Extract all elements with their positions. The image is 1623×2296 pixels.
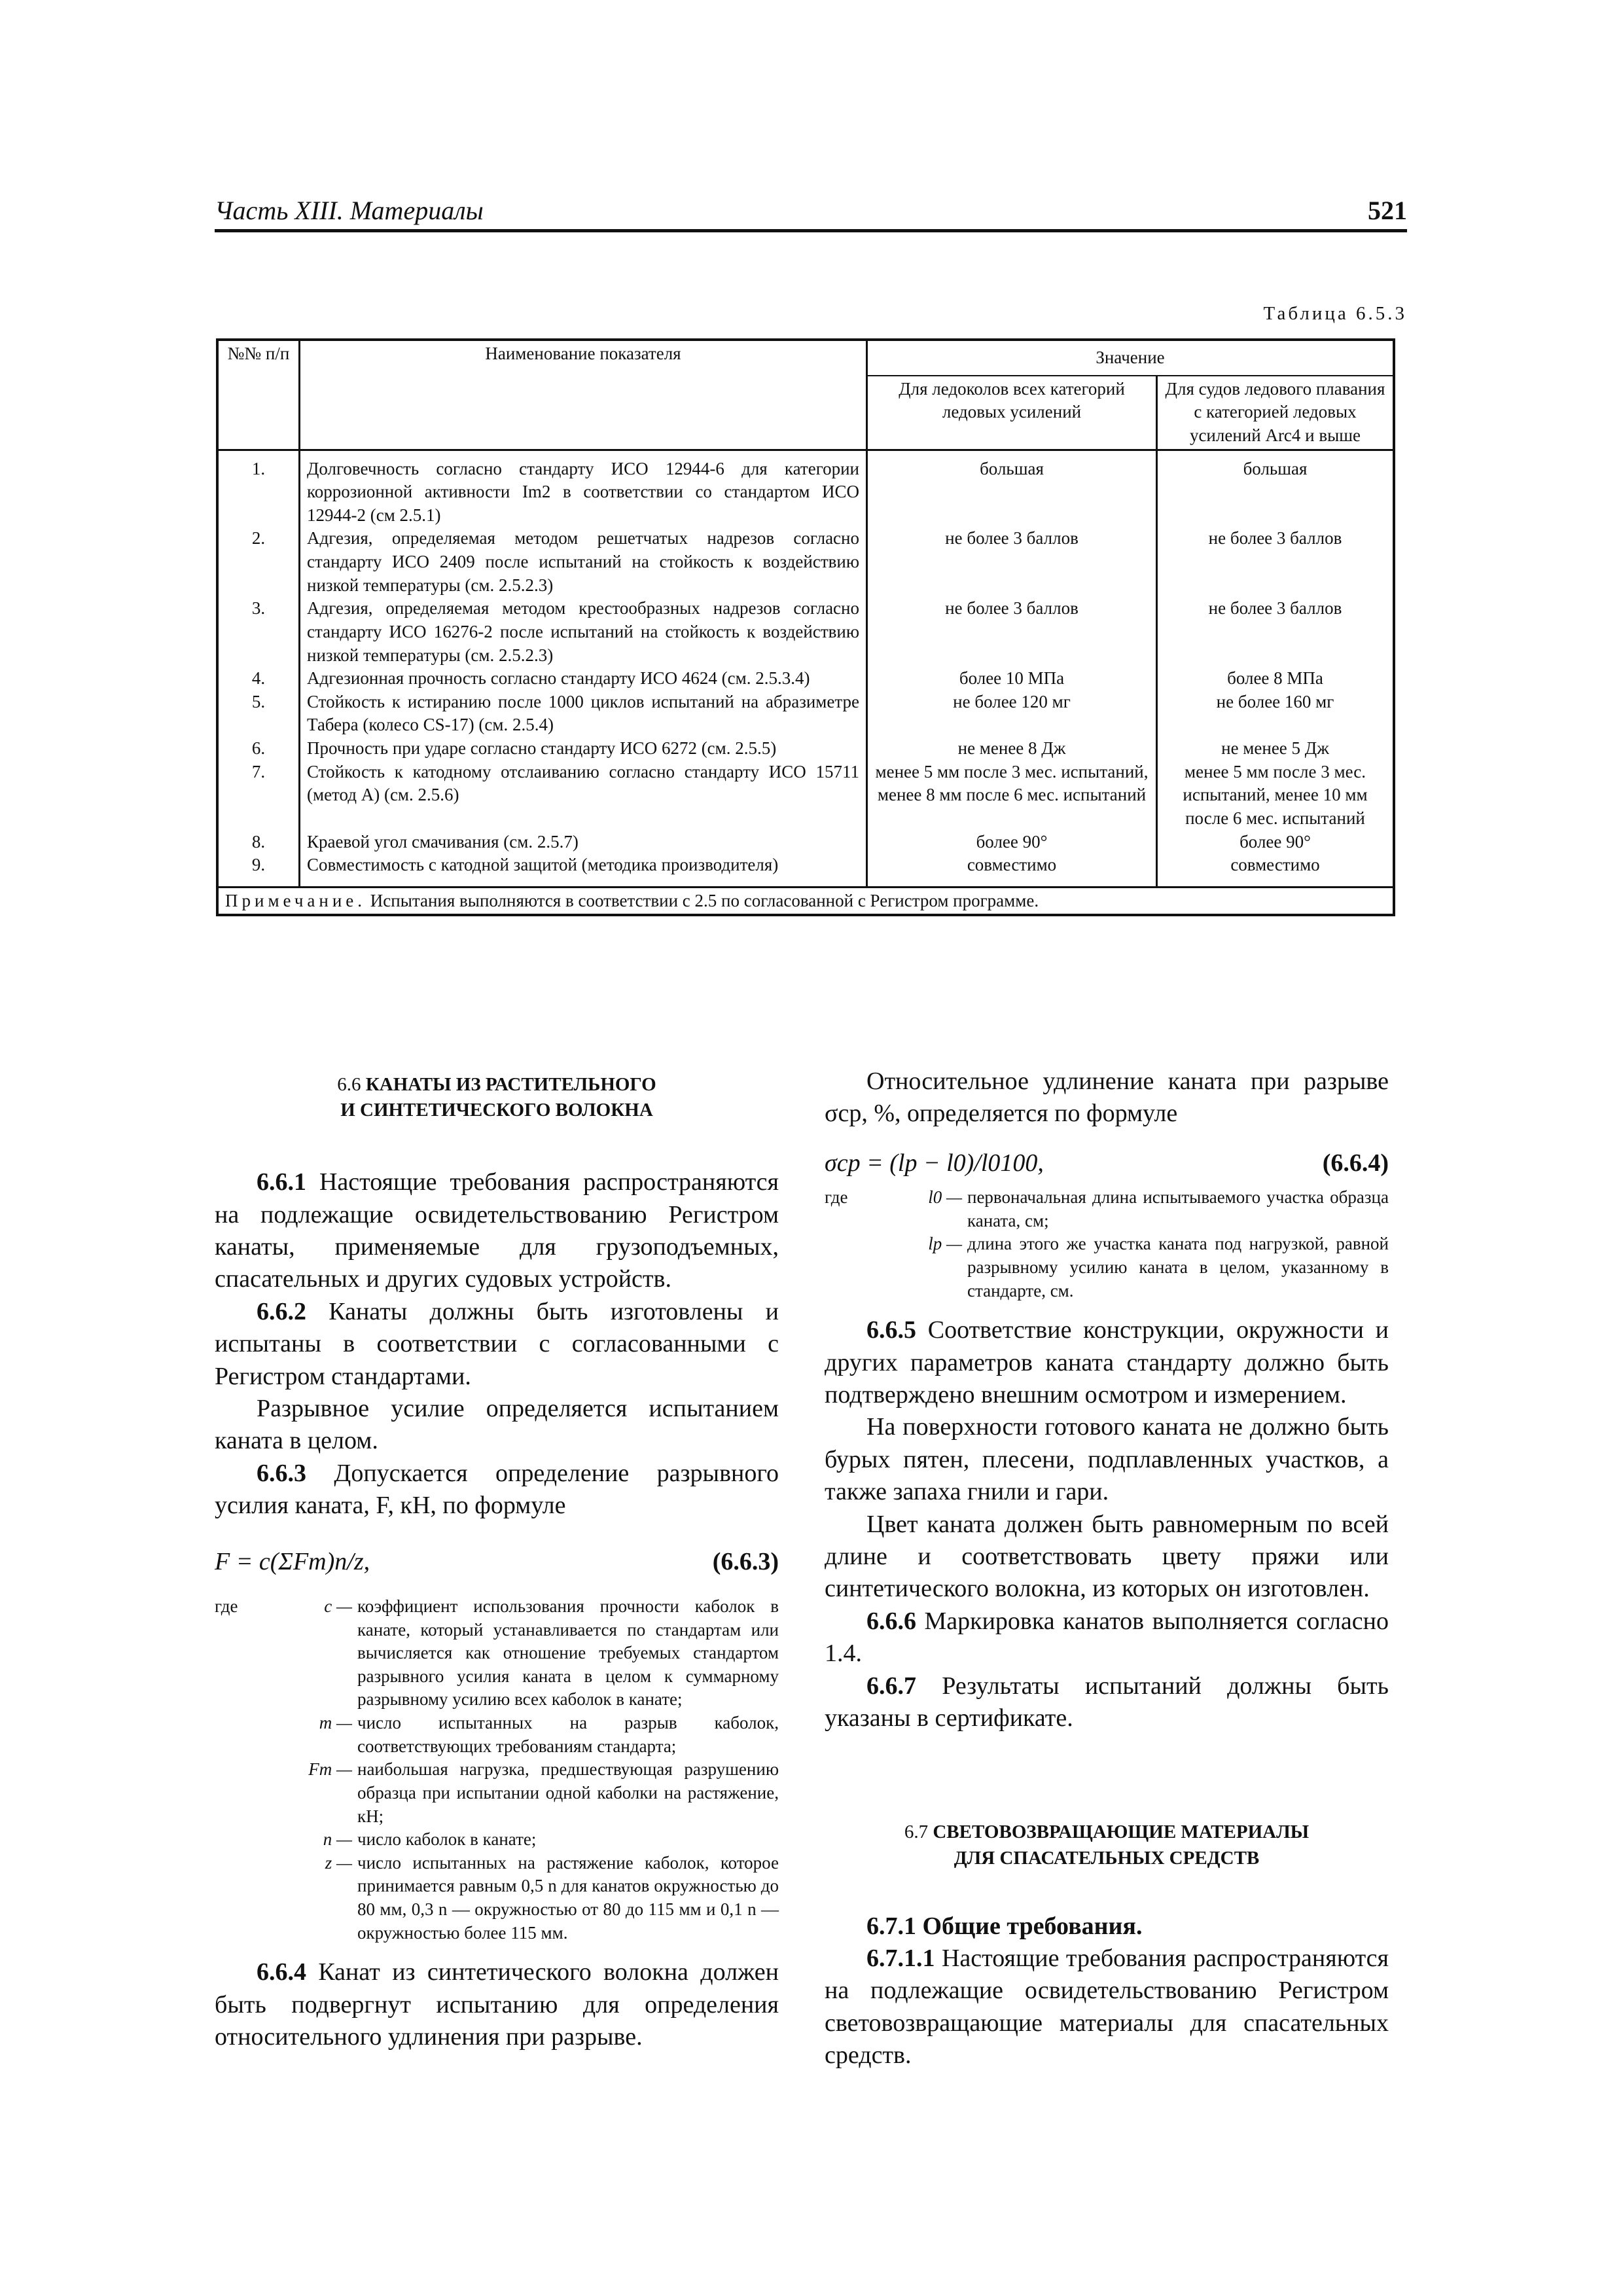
header-icebreakers: Для ледоколов всех категорий ледовых усилений	[867, 376, 1157, 450]
row-value-icebreakers: не менее 8 Дж	[867, 737, 1157, 761]
row-value-icebreakers: более 10 МПа	[867, 667, 1157, 691]
row-number: 9.	[217, 853, 300, 887]
paragraph-6-6-6: 6.6.6 Маркировка канатов выполняется согласно 1.4.	[825, 1607, 1389, 1668]
running-header-title: Часть XIII. Материалы	[215, 196, 484, 225]
definition-text: коэффициент использования прочности каболок в канате, который устанавливается по стандартам или вычисляется как отношение требуемых стандартом разрывного усилия каната в целом к суммарному разрывному усилию всех каболок в канате;	[357, 1596, 779, 1710]
definition-text: число испытанных на разрыв каболок, соответствующих требованиям стандарта;	[357, 1713, 779, 1756]
header-value: Значение	[867, 340, 1395, 376]
where-label: где	[215, 1596, 238, 1616]
definition-item	[215, 1595, 779, 1712]
definition-text: число испытанных на растяжение каболок, которое принимается равным 0,5 n для канатов окружностью до 80 мм, 0,3 n — окружностью от 80 до 115 мм и 0,1 n — окружностью более 115 мм.	[357, 1852, 779, 1943]
paragraph-6-6-3: 6.6.3 Допускается определение разрывного усилия каната, F, кН, по формуле	[215, 1459, 779, 1520]
table-row	[217, 761, 1394, 831]
table-row	[217, 527, 1394, 597]
definition-item	[215, 1852, 779, 1945]
paragraph-6-6-5: 6.6.5 Соответствие конструкции, окружности и других параметров каната стандарту должно быть подтверждено внешним осмотром и измерением.	[825, 1316, 1389, 1409]
row-number: 1.	[217, 450, 300, 527]
formula-6-6-3: F = c(ΣFm)n/z, (6.6.3)	[215, 1547, 779, 1575]
paragraph-elongation: Относительное удлинение каната при разрыве σср, %, определяется по формуле	[825, 1067, 1389, 1128]
row-number: 7.	[217, 761, 300, 831]
paragraph-6-6-2: 6.6.2 Канаты должны быть изготовлены и испытаны в соответствии с согласованными с Регистром стандартами.	[215, 1297, 779, 1390]
row-number: 3.	[217, 597, 300, 667]
formula-6-6-4: σср = (lр − l0)/l0100, (6.6.4)	[825, 1149, 1389, 1177]
definition-text: наибольшая нагрузка, предшествующая разрушению образца при испытании одной каболки на растяжение, кН;	[357, 1759, 779, 1826]
row-value-icebreakers: большая	[867, 450, 1157, 527]
table-row	[217, 667, 1394, 691]
definition-item	[215, 1758, 779, 1828]
table-row	[217, 597, 1394, 667]
row-value-ice-class: совместимо	[1157, 853, 1395, 887]
paragraph-breaking-force: Разрывное усилие определяется испытанием каната в целом.	[215, 1395, 779, 1455]
paragraph-surface: На поверхности готового каната не должно быть бурых пятен, плесени, подплавленных участков, а также запаха гнили и гари.	[825, 1413, 1389, 1506]
definition-text: первоначальная длина испытываемого участка образца каната, см;	[967, 1187, 1389, 1230]
definition-symbol: c —	[324, 1596, 352, 1616]
header-ice-class: Для судов ледового плавания с категорией ледовых усилений Arc4 и выше	[1157, 376, 1395, 450]
table-row	[217, 450, 1394, 527]
table-body	[217, 450, 1394, 887]
table-note	[217, 887, 1394, 915]
note-text: Испытания выполняются в соответствии с 2.5 по согласованной с Регистром программе.	[370, 890, 1039, 910]
paragraph-6-6-4: 6.6.4 Канат из синтетического волокна должен быть подвергнут испытанию для определения относительного удлинения при разрыве.	[215, 1958, 779, 2051]
row-value-ice-class: более 90°	[1240, 831, 1311, 852]
row-value-ice-class: не более 160 мг	[1216, 691, 1334, 711]
paragraph-6-6-1: 6.6.1 Настоящие требования распространяются на подлежащие освидетельствованию Регистром канаты, применяемые для грузоподъемных, спасательных и других судовых устройств.	[215, 1168, 779, 1293]
definition-text: число каболок в канате;	[357, 1829, 537, 1850]
paragraph-6-7-1-1: 6.7.1.1 Настоящие требования распространяются на подлежащие освидетельствованию Регистром световозвращающие материалы для спасательных средств.	[825, 1945, 1389, 2070]
row-indicator: Совместимость с катодной защитой (методика производителя)	[300, 853, 867, 887]
row-indicator: Долговечность согласно стандарту ИСО 12944-6 для категории коррозионной активности Im2 в соответствии со стандартом ИСО 12944-2 (см 2.5.1)	[300, 450, 867, 527]
row-value-icebreakers: не более 3 баллов	[867, 597, 1157, 667]
definition-symbol: n —	[323, 1829, 352, 1850]
row-value-ice-class: большая	[1243, 458, 1308, 478]
row-value-ice-class: менее 5 мм после 3 мес. испытаний, менее 10 мм после 6 мес. испытаний	[1183, 761, 1368, 828]
section-6-7-title: 6.7 СВЕТОВОЗВРАЩАЮЩИЕ МАТЕРИАЛЫ ДЛЯ СПАСАТЕЛЬНЫХ СРЕДСТВ	[904, 1821, 1310, 1869]
header-name: Наименование показателя	[300, 340, 867, 450]
table-caption: Таблица 6.5.3	[1263, 303, 1407, 324]
definition-item	[825, 1186, 1389, 1232]
definition-symbol: z —	[325, 1852, 352, 1873]
row-number: 8.	[217, 831, 300, 854]
table-row	[217, 831, 1394, 854]
row-value-ice-class: не более 3 баллов	[1208, 528, 1342, 548]
right-column	[825, 1066, 1389, 2072]
row-value-icebreakers: совместимо	[867, 853, 1157, 887]
row-value-icebreakers: более 90°	[867, 831, 1157, 854]
where-label: где	[825, 1187, 848, 1208]
table-row	[217, 853, 1394, 887]
properties-table	[216, 338, 1395, 916]
row-indicator: Адгезия, определяемая методом решетчатых надрезов согласно стандарту ИСО 2409 после испытаний на стойкость к воздействию низкой температуры (см. 2.5.2.3)	[300, 527, 867, 597]
row-value-icebreakers: не более 3 баллов	[867, 527, 1157, 597]
row-indicator: Стойкость к катодному отслаиванию согласно стандарту ИСО 15711 (метод А) (см. 2.5.6)	[300, 761, 867, 831]
left-column	[215, 1066, 779, 2054]
row-number: 2.	[217, 527, 300, 597]
table-row	[217, 691, 1394, 737]
row-value-ice-class: не менее 5 Дж	[1221, 738, 1329, 758]
row-number: 5.	[217, 691, 300, 737]
definition-item	[825, 1232, 1389, 1302]
section-6-6-title: 6.6 КАНАТЫ ИЗ РАСТИТЕЛЬНОГО И СИНТЕТИЧЕСКОГО ВОЛОКНА	[337, 1074, 656, 1121]
row-value-icebreakers: менее 5 мм после 3 мес. испытаний, менее 8 мм после 6 мес. испытаний	[867, 761, 1157, 831]
row-indicator: Прочность при ударе согласно стандарту ИСО 6272 (см. 2.5.5)	[300, 737, 867, 761]
formula-6-6-4-definitions	[825, 1186, 1389, 1302]
definition-symbol: Fm —	[308, 1759, 352, 1780]
row-value-ice-class: не более 3 баллов	[1208, 598, 1342, 619]
paragraph-color: Цвет каната должен быть равномерным по всей длине и соответствовать цвету пряжи или синтетического волокна, из которых он изготовлен.	[825, 1510, 1389, 1603]
header-divider	[215, 229, 1407, 232]
row-indicator: Адгезионная прочность согласно стандарту ИСО 4624 (см. 2.5.3.4)	[300, 667, 867, 691]
table-row	[217, 737, 1394, 761]
paragraph-6-6-7: 6.6.7 Результаты испытаний должны быть указаны в сертификате.	[825, 1672, 1389, 1732]
row-number: 6.	[217, 737, 300, 761]
row-indicator: Адгезия, определяемая методом крестообразных надрезов согласно стандарту ИСО 16276-2 после испытаний на стойкость к воздействию низкой температуры (см. 2.5.2.3)	[300, 597, 867, 667]
definition-item	[215, 1712, 779, 1758]
page-number: 521	[1368, 196, 1407, 225]
paragraph-6-7-1: 6.7.1 Общие требования.	[866, 1912, 1143, 1940]
definition-symbol: l0 —	[928, 1187, 962, 1208]
definition-text: длина этого же участка каната под нагрузкой, равной разрывному усилию каната в целом, указанному в стандарте, см.	[967, 1234, 1389, 1300]
row-number: 4.	[217, 667, 300, 691]
header-num: №№ п/п	[217, 340, 300, 450]
row-indicator: Краевой угол смачивания (см. 2.5.7)	[300, 831, 867, 854]
row-indicator: Стойкость к истиранию после 1000 циклов испытаний на абразиметре Табера (колесо CS-17) (см. 2.5.4)	[300, 691, 867, 737]
formula-6-6-3-definitions	[215, 1595, 779, 1945]
row-value-icebreakers: не более 120 мг	[867, 691, 1157, 737]
definition-symbol: m —	[319, 1713, 352, 1733]
row-value-ice-class: более 8 МПа	[1227, 668, 1323, 689]
definition-symbol: lр —	[928, 1234, 962, 1254]
note-label: Примечание.	[225, 890, 366, 910]
definition-item	[215, 1828, 779, 1852]
